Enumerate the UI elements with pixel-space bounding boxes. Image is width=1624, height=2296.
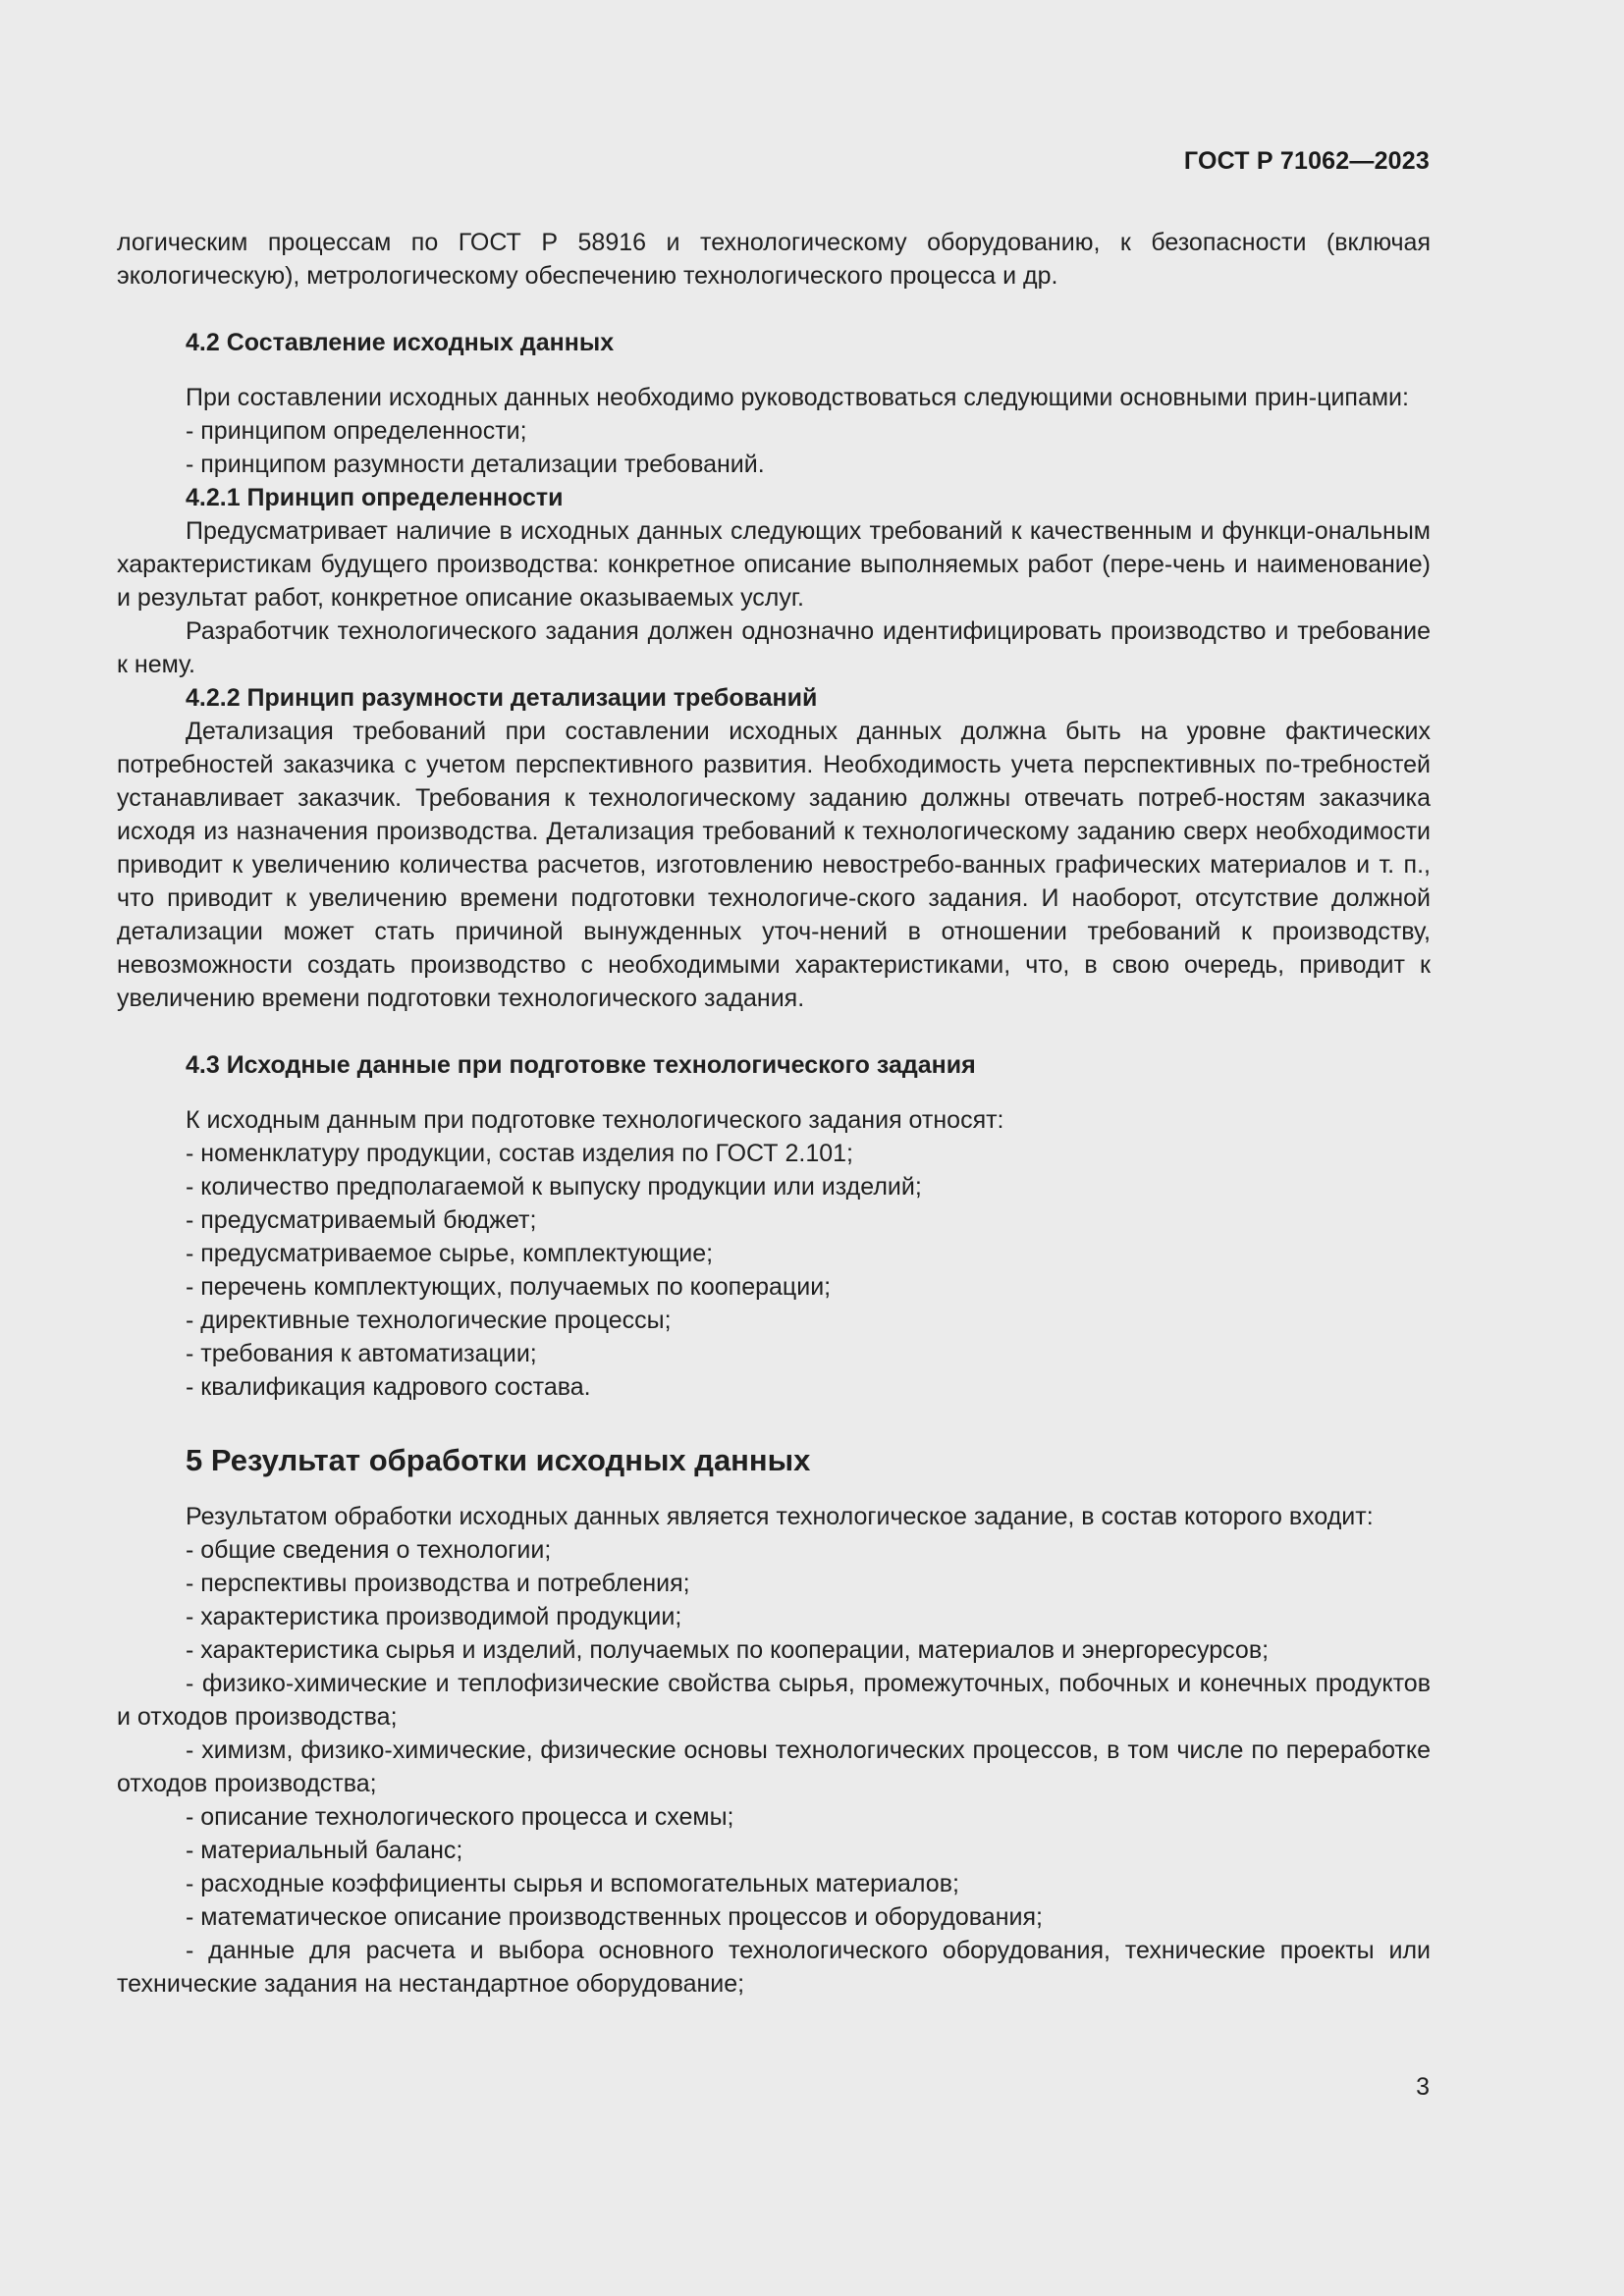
intro-paragraph: логическим процессам по ГОСТ Р 58916 и технологическому оборудованию, к безопасности (включая экологическую), метрологическому обеспечению технологического процесса и др. [117,229,1431,290]
list-item: - требования к автоматизации; [186,1340,537,1367]
paragraph-5: Результатом обработки исходных данных является технологическое задание, в состав которого входит: [186,1503,1374,1530]
paragraph-4-3: К исходным данным при подготовке технологического задания относят: [186,1106,1004,1134]
list-item: - общие сведения о технологии; [186,1536,552,1564]
document-code: ГОСТ Р 71062—2023 [1183,147,1430,175]
list-item: - предусматриваемый бюджет; [186,1206,537,1234]
document-body [117,226,1431,2001]
list-item: - директивные технологические процессы; [186,1307,672,1334]
paragraph-4-2-1-b: Разработчик технологического задания должен однозначно идентифицировать производство и требование к нему. [117,617,1431,678]
paragraph-4-2: При составлении исходных данных необходимо руководствоваться следующими основными прин-ципами: [186,384,1409,411]
list-item: - физико-химические и теплофизические свойства сырья, промежуточных, побочных и конечных продуктов и отходов производства; [117,1670,1431,1731]
list-item: - характеристика производимой продукции; [186,1603,682,1630]
list-item: - характеристика сырья и изделий, получаемых по кооперации, материалов и энергоресурсов; [186,1636,1270,1664]
heading-4-2-2: 4.2.2 Принцип разумности детализации требований [186,684,818,712]
paragraph-4-2-1-a: Предусматривает наличие в исходных данных следующих требований к качественным и функци-ональным характеристикам будущего производства: конкретное описание выполняемых работ (пере-чень и наименование) и результат работ, конкретное описание оказываемых услуг. [117,517,1431,612]
list-item: - материальный баланс; [186,1837,463,1864]
page-number: 3 [1416,2073,1430,2101]
heading-4-2: 4.2 Составление исходных данных [186,329,615,356]
list-item: - математическое описание производственных процессов и оборудования; [186,1903,1043,1931]
list-item: - перечень комплектующих, получаемых по кооперации; [186,1273,832,1301]
list-item: - количество предполагаемой к выпуску продукции или изделий; [186,1173,922,1201]
list-item: - квалификация кадрового состава. [186,1373,591,1401]
list-item: - предусматриваемое сырье, комплектующие; [186,1240,714,1267]
list-item: - описание технологического процесса и схемы; [186,1803,734,1831]
list-item: - расходные коэффициенты сырья и вспомогательных материалов; [186,1870,959,1897]
section-5-title: 5 Результат обработки исходных данных [186,1443,811,1477]
list-item: - принципом разумности детализации требований. [186,451,765,478]
paragraph-4-2-2: Детализация требований при составлении исходных данных должна быть на уровне фактических потребностей заказчика с учетом перспективного развития. Необходимость учета перспективных по-требностей устанавливает заказчик. Требования к технологическому заданию должны отвечать потреб-ностям заказчика исходя из назначения производства. Детализация требований к технологическому заданию сверх необходимости приводит к увеличению количества расчетов, изготовлению невостребо-ванных графических материалов и т. п., что приводит к увеличению времени подготовки технологиче-ского задания. И наоборот, отсутствие должной детализации может стать причиной вынужденных уточ-нений в отношении требований к производству, невозможности создать производство с необходимыми характеристиками, что, в свою очередь, приводит к увеличению времени подготовки технологического задания. [117,718,1431,1012]
heading-4-3: 4.3 Исходные данные при подготовке технологического задания [186,1051,976,1079]
list-item: - принципом определенности; [186,417,527,445]
heading-4-2-1: 4.2.1 Принцип определенности [186,484,564,511]
list-item: - перспективы производства и потребления; [186,1570,690,1597]
list-item: - данные для расчета и выбора основного технологического оборудования, технические проекты или технические задания на нестандартное оборудование; [117,1937,1431,1998]
list-item: - химизм, физико-химические, физические основы технологических процессов, в том числе по переработке отходов производства; [117,1736,1431,1797]
list-item: - номенклатуру продукции, состав изделия по ГОСТ 2.101; [186,1140,853,1167]
